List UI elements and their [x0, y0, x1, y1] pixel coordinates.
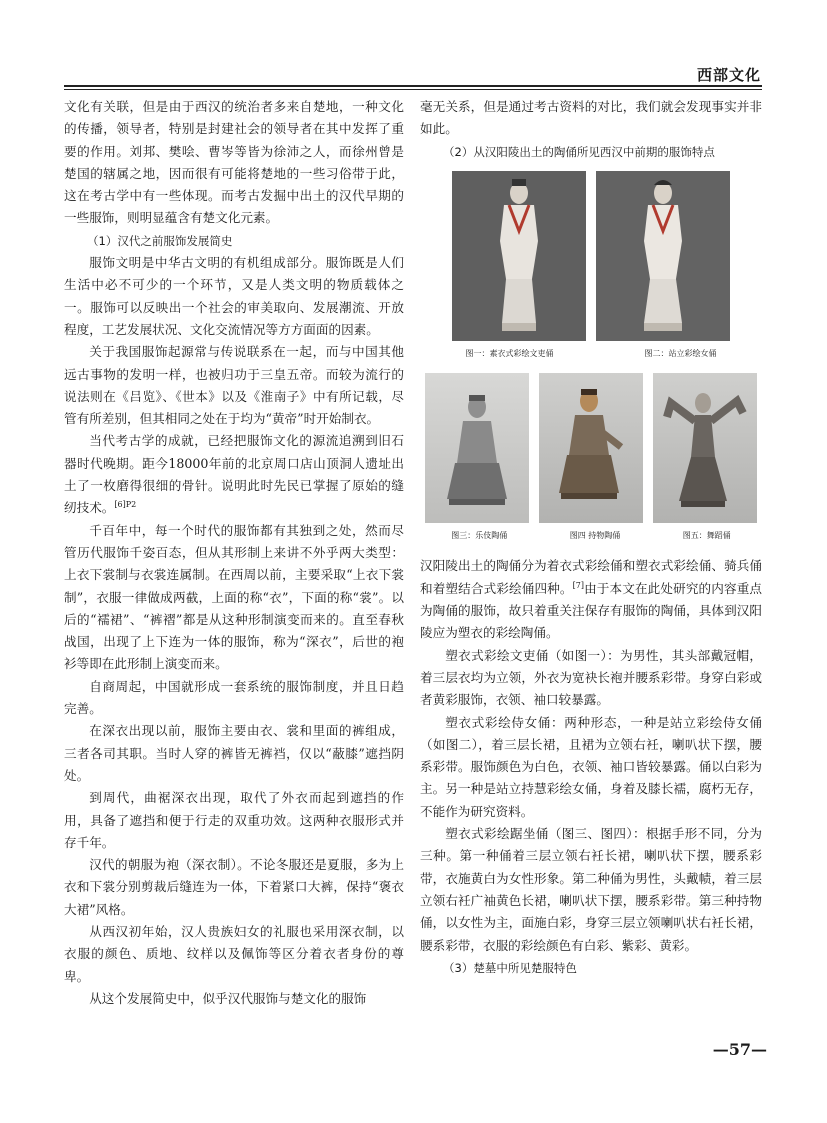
paragraph — [64, 787, 404, 854]
figure-5-photo — [653, 373, 757, 523]
paragraph-text: 关于我国服饰起源常与传说联系在一起，而与中国其他远古事物的发明一样，也被归功于三皇五帝。而较为流行的说法则在《吕览》、《世本》以及《淮南子》中有所记载，尽管有所差别，但其相同之处在于均为“黄帝”时开始制衣。 — [64, 344, 404, 427]
paragraph-text: （3）楚墓中所见楚服特色 — [443, 960, 577, 975]
paragraph-text: 到周代，曲裾深衣出现，取代了外衣而起到遮挡的作用，具备了遮挡和便于行走的双重功效。这两种衣服形式并存千年。 — [64, 790, 404, 850]
figure-2-photo — [596, 171, 730, 341]
paragraph-text: 毫无关系，但是通过考古资料的对比，我们就会发现事实并非如此。 — [420, 99, 762, 137]
paragraph — [64, 430, 404, 519]
section-heading — [420, 957, 762, 979]
section-heading — [64, 230, 404, 252]
figure-row-2 — [420, 373, 762, 523]
figure-4-caption: 图四 持物陶俑 — [569, 531, 621, 541]
paragraph — [64, 720, 404, 787]
paragraph-text: 从西汉初年始，汉人贵族妇女的礼服也采用深衣制，以衣服的颜色、质地、纹样以及佩饰等区分着衣者身份的尊卑。 — [64, 923, 404, 984]
paragraph — [420, 555, 762, 644]
paragraph-text: 在深衣出现以前，服饰主要由衣、裳和里面的裤组成，三者各司其职。当时人穿的裤皆无裤裆，仅以“蔽膝”遮挡阴处。 — [64, 723, 404, 783]
figure-3-caption: 图三：乐伎陶俑 — [451, 531, 508, 541]
paragraph — [64, 520, 404, 676]
paragraph-text: 塑衣式彩绘侍女俑：两种形态，一种是站立彩绘侍女俑（如图二），着三层长裙，且裙为立领右衽，喇叭状下摆，腰系彩带。服饰颜色为白色，衣领、袖口皆较暴露。俑以白彩为主。另一种是站立持慧彩绘女俑，身着及膝长襦，腐朽无存，不能作为研究资料。 — [420, 714, 762, 819]
paragraph — [64, 988, 404, 1010]
paragraph-text: 汉代的朝服为袍（深衣制）。不论冬服还是夏服，多为上衣和下裳分别剪裁后缝连为一体，下着紧口大裤，保持“褒衣大裙”风格。 — [64, 857, 404, 917]
figure-2-caption: 图二：站立彩绘女俑 — [644, 348, 717, 358]
right-column — [420, 96, 762, 979]
paragraph — [64, 341, 404, 430]
header-rule-thin — [64, 89, 762, 90]
figure-1-photo — [452, 171, 586, 341]
figurine-standing-female-icon — [596, 171, 730, 341]
left-column — [64, 96, 404, 1010]
paragraph-text: 自商周起，中国就形成一套系统的服饰制度，并且日趋完善。 — [64, 678, 404, 717]
paragraph — [64, 96, 404, 230]
citation-mark: [6]P2 — [114, 500, 137, 510]
paragraph-text: 汉阳陵出土的陶俑分为着衣式彩绘俑和塑衣式彩绘俑、骑兵俑和着塑结合式彩绘俑四种。 — [420, 558, 762, 596]
paragraph-text: 服饰文明是中华古文明的有机组成部分。服饰既是人们生活中必不可少的一个环节，又是人类文明的物质载体之一。服饰可以反映出一个社会的审美取向、发展潮流、开放程度，工艺发展状况、文化交流情况等方方面面的因素。 — [64, 255, 404, 337]
figurine-civil-official-icon — [452, 171, 586, 341]
figure-1-caption: 图一：素衣式彩绘文吏俑 — [465, 348, 554, 358]
paragraph — [64, 676, 404, 721]
section-heading — [420, 141, 762, 163]
figure-4-photo — [539, 373, 643, 523]
paragraph-text: 塑衣式彩绘文吏俑（如图一）：为男性，其头部戴冠帽，着三层衣均为立领，外衣为宽袂长袍并腰系彩带。身穿白彩或者黄彩服饰，衣领、袖口较暴露。 — [420, 647, 762, 708]
paragraph — [64, 252, 404, 341]
citation-mark: [7] — [572, 580, 584, 590]
figurine-dancer-icon — [653, 373, 757, 523]
paragraph — [420, 712, 762, 823]
paragraph — [420, 823, 762, 957]
paragraph-text-continued: 由于本文在此处研究的内容重点为陶俑的服饰，故只着重关注保存有服饰的陶俑，具体到汉阳陵应为塑衣的彩绘陶俑。 — [420, 580, 763, 641]
paragraph — [420, 96, 762, 141]
page-number: —57— — [712, 1040, 767, 1059]
paragraph — [420, 645, 762, 712]
paragraph — [64, 854, 404, 921]
paragraph-text: 从这个发展简史中，似乎汉代服饰与楚文化的服饰 — [89, 990, 367, 1006]
paragraph-text: （2）从汉阳陵出土的陶俑所见西汉中前期的服饰特点 — [443, 144, 715, 159]
figurine-holding-object-icon — [539, 373, 643, 523]
figure-5-caption: 图五：舞蹈俑 — [682, 531, 731, 541]
header-title: 西部文化 — [696, 66, 761, 84]
figure-row-1-captions — [420, 343, 762, 365]
paragraph-text: 当代考古学的成就，已经把服饰文化的源流追溯到旧石器时代晚期。距今18000年前的北京周口店山顶洞人遗址出土了一枚磨得很细的骨针。说明此时先民已掌握了原始的缝纫技术。 — [64, 433, 404, 516]
figure-3-photo — [425, 373, 529, 523]
figure-row-1 — [420, 171, 762, 341]
figurine-musician-icon — [425, 373, 529, 523]
paragraph-text: 文化有关联，但是由于西汉的统治者多来自楚地，一种文化的传播，领导者，特别是封建社会的领导者在其中发挥了重要的作用。刘邦、樊哙、曹岑等皆为徐沛之人，而徐州曾是楚国的辖属之地，因而很有可能将楚地的一些习俗带于此，这在考古学中有一些体现。而考古发掘中出土的汉代早期的一些服饰，则明显蕴含有楚文化元素。 — [64, 99, 404, 226]
figure-row-2-captions — [420, 525, 762, 547]
paragraph — [64, 921, 404, 988]
paragraph-text: （1）汉代之前服饰发展简史 — [87, 233, 233, 248]
paragraph-text: 千百年中，每一个时代的服饰都有其独到之处，然而尽管历代服饰千姿百态，但从其形制上来讲不外乎两大类型：上衣下裳制与衣裳连属制。在西周以前，主要采取“上衣下裳制”，衣服一律做成两截，上面的称“衣”，下面的称“裳”。以后的“襦裙”、“裤褶”都是从这种形制演变而来的。直至春秋战国，出现了上下连为一体的服饰，称为“深衣”，后世的袍衫等即在此形制上演变而来。 — [64, 522, 404, 672]
paragraph-text: 塑衣式彩绘踞坐俑（图三、图四）：根据手形不同，分为三种。第一种俑着三层立领右衽长裙，喇叭状下摆，腰系彩带，衣施黄白为女性形象。第二种俑为男性，头戴帻，着三层立领右衽广袖黄色长裙，喇叭状下摆，腰系彩带。第三种持物俑，以女性为主，面施白彩，身穿三层立领喇叭状右衽长裙，腰系彩带，衣服的彩绘颜色有白彩、紫彩、黄彩。 — [420, 826, 762, 953]
header-rule — [64, 85, 762, 87]
